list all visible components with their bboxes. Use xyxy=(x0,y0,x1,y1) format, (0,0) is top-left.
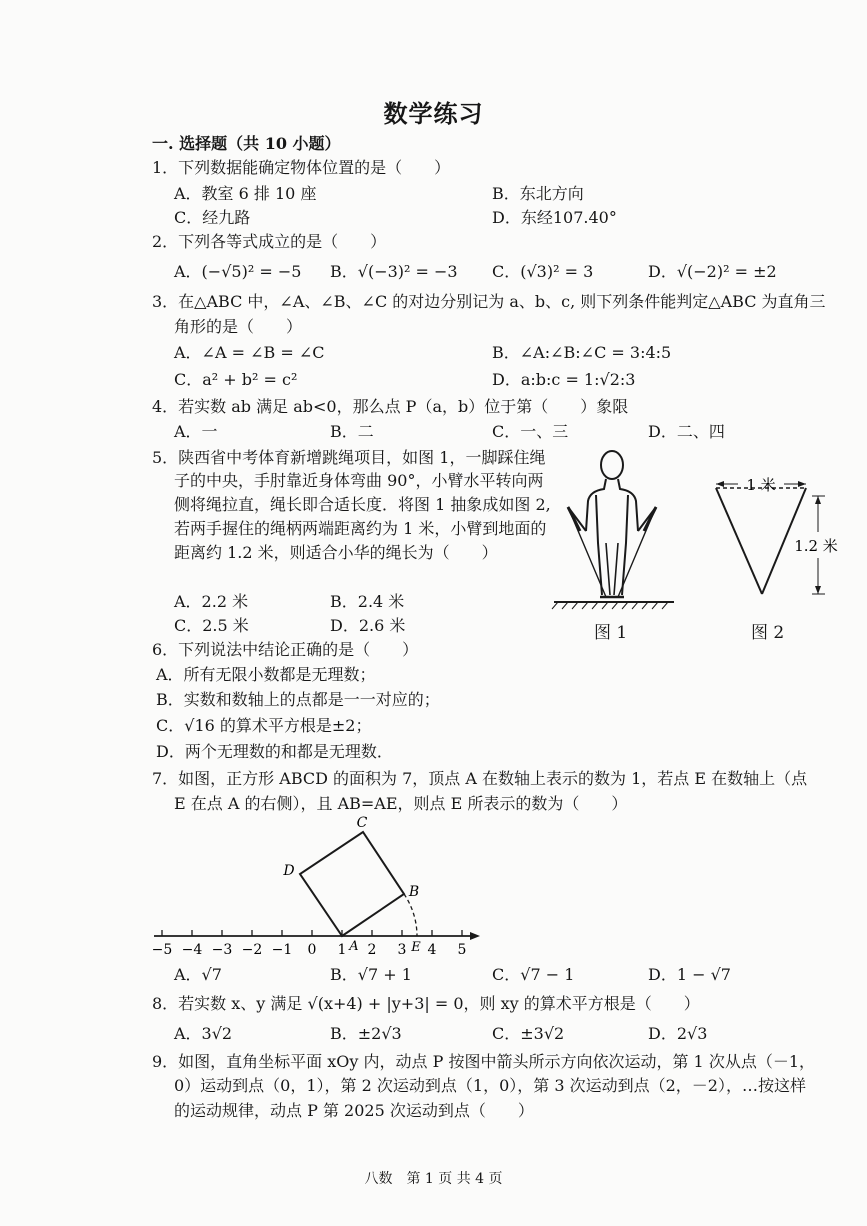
height-label: 1.2 米 xyxy=(794,537,838,555)
q8-option-a: A．3√2 xyxy=(174,1024,233,1043)
point-e-label: E xyxy=(411,940,421,955)
q8-option-d: D．2√3 xyxy=(648,1024,708,1043)
q5-option-b: B．2.4 米 xyxy=(330,592,405,611)
q7-line1: 7．如图，正方形 ABCD 的面积为 7，顶点 A 在数轴上表示的数为 1，若点 E 在数轴上（点 xyxy=(152,769,808,788)
q7-option-b: B．√7 + 1 xyxy=(330,965,412,984)
q6-option-b: B．实数和数轴上的点都是一一对应的； xyxy=(156,690,440,709)
q3-stem-line2: 角形的是（ ） xyxy=(174,317,303,336)
number-line-tick-label: 5 xyxy=(457,942,467,958)
number-line-tick-label: −1 xyxy=(271,942,293,958)
q1-option-b: B．东北方向 xyxy=(492,184,584,203)
q4-option-c: C．一、三 xyxy=(492,422,569,441)
page-title: 数学练习 xyxy=(383,99,484,128)
q1-option-c: C．经九路 xyxy=(174,208,251,227)
q9-line1: 9．如图，直角坐标平面 xOy 内，动点 P 按图中箭头所示方向依次运动，第 1 次从点（－1， xyxy=(152,1052,816,1071)
q5-option-a: A．2.2 米 xyxy=(174,592,249,611)
q5-line2: 子的中央，手肘靠近身体弯曲 90°，小臂水平转向两 xyxy=(174,471,544,490)
point-b-label: B xyxy=(408,884,420,900)
q6-option-c: C．√16 的算术平方根是±2； xyxy=(156,716,372,735)
figure-2-caption: 图 2 xyxy=(751,623,785,643)
q3-option-d: D．a:b:c = 1:√2:3 xyxy=(492,370,636,389)
q2-option-b: B．√(−3)² = −3 xyxy=(330,262,458,281)
q9-line2: 0）运动到点（0，1），第 2 次运动到点（1，0），第 3 次运动到点（2，－2），…按这样 xyxy=(174,1076,806,1095)
q8-option-b: B．±2√3 xyxy=(330,1024,402,1043)
number-line-tick-label: 1 xyxy=(337,942,347,958)
q8-stem: 8．若实数 x、y 满足 √(x+4) + |y+3| = 0，则 xy 的算术平方根是（ ） xyxy=(152,994,700,1013)
q3-option-a: A．∠A = ∠B = ∠C xyxy=(174,343,325,362)
number-line-tick-label: 4 xyxy=(427,942,437,958)
q5-line5: 距离约 1.2 米，则适合小华的绳长为（ ） xyxy=(174,543,498,562)
q5-line4: 若两手握住的绳柄两端距离约为 1 米，小臂到地面的 xyxy=(174,519,547,538)
point-d-label: D xyxy=(283,863,295,879)
q7-option-d: D．1 − √7 xyxy=(648,965,731,984)
q1-option-a: A．教室 6 排 10 座 xyxy=(174,184,317,203)
q1-option-d: D．东经107.40° xyxy=(492,208,617,227)
q5-line1: 5．陕西省中考体育新增跳绳项目，如图 1，一脚踩住绳 xyxy=(152,448,546,467)
point-c-label: C xyxy=(356,815,368,831)
point-a-label: A xyxy=(349,939,359,954)
width-label: 1 米 xyxy=(746,476,776,494)
number-line-tick-label: −4 xyxy=(181,942,203,958)
jump-rope-figure-1 xyxy=(550,445,680,615)
q2-stem: 2．下列各等式成立的是（ ） xyxy=(152,232,387,251)
q9-line3: 的运动规律，动点 P 第 2025 次运动到点（ ） xyxy=(174,1101,534,1120)
q4-option-d: D．二、四 xyxy=(648,422,725,441)
q3-option-b: B．∠A:∠B:∠C = 3:4:5 xyxy=(492,343,672,362)
q2-option-a: A．(−√5)² = −5 xyxy=(174,262,302,281)
q6-option-d: D．两个无理数的和都是无理数． xyxy=(156,742,393,761)
q8-option-c: C．±3√2 xyxy=(492,1024,565,1043)
q7-line2: E 在点 A 的右侧），且 AB=AE，则点 E 所表示的数为（ ） xyxy=(174,794,628,813)
q4-option-a: A．一 xyxy=(174,422,218,441)
q3-option-c: C．a² + b² = c² xyxy=(174,370,298,389)
number-line-tick-label: 2 xyxy=(367,942,377,958)
q2-option-c: C．(√3)² = 3 xyxy=(492,262,594,281)
number-line-tick-label: 3 xyxy=(397,942,407,958)
number-line-tick-label: −3 xyxy=(211,942,233,958)
q1-stem: 1．下列数据能确定物体位置的是（ ） xyxy=(152,158,451,177)
section-heading: 一. 选择题（共 10 小题） xyxy=(152,134,341,153)
q7-option-c: C．√7 − 1 xyxy=(492,965,575,984)
q4-option-b: B．二 xyxy=(330,422,374,441)
q4-stem: 4．若实数 ab 满足 ab<0，那么点 P（a，b）位于第（ ）象限 xyxy=(152,397,629,416)
number-line-tick-label: −5 xyxy=(151,942,173,958)
q2-option-d: D．√(−2)² = ±2 xyxy=(648,262,777,281)
q5-option-d: D．2.6 米 xyxy=(330,616,406,635)
page-footer: 八数 第 1 页 共 4 页 xyxy=(364,1171,503,1187)
triangle-figure-2 xyxy=(700,470,840,605)
number-line-tick-label: −2 xyxy=(241,942,263,958)
q5-line3: 侧将绳拉直，绳长即合适长度．将图 1 抽象成如图 2, xyxy=(174,495,551,514)
number-line-figure xyxy=(148,810,488,960)
number-line-tick-label: 0 xyxy=(307,942,317,958)
q5-option-c: C．2.5 米 xyxy=(174,616,249,635)
figure-1-caption: 图 1 xyxy=(594,623,628,643)
q6-option-a: A．所有无限小数都是无理数； xyxy=(156,665,376,684)
q7-option-a: A．√7 xyxy=(174,965,222,984)
q6-stem: 6．下列说法中结论正确的是（ ） xyxy=(152,640,419,659)
q3-stem-line1: 3．在△ABC 中，∠A、∠B、∠C 的对边分别记为 a、b、c, 则下列条件能判定△ABC 为直角三 xyxy=(152,292,826,311)
